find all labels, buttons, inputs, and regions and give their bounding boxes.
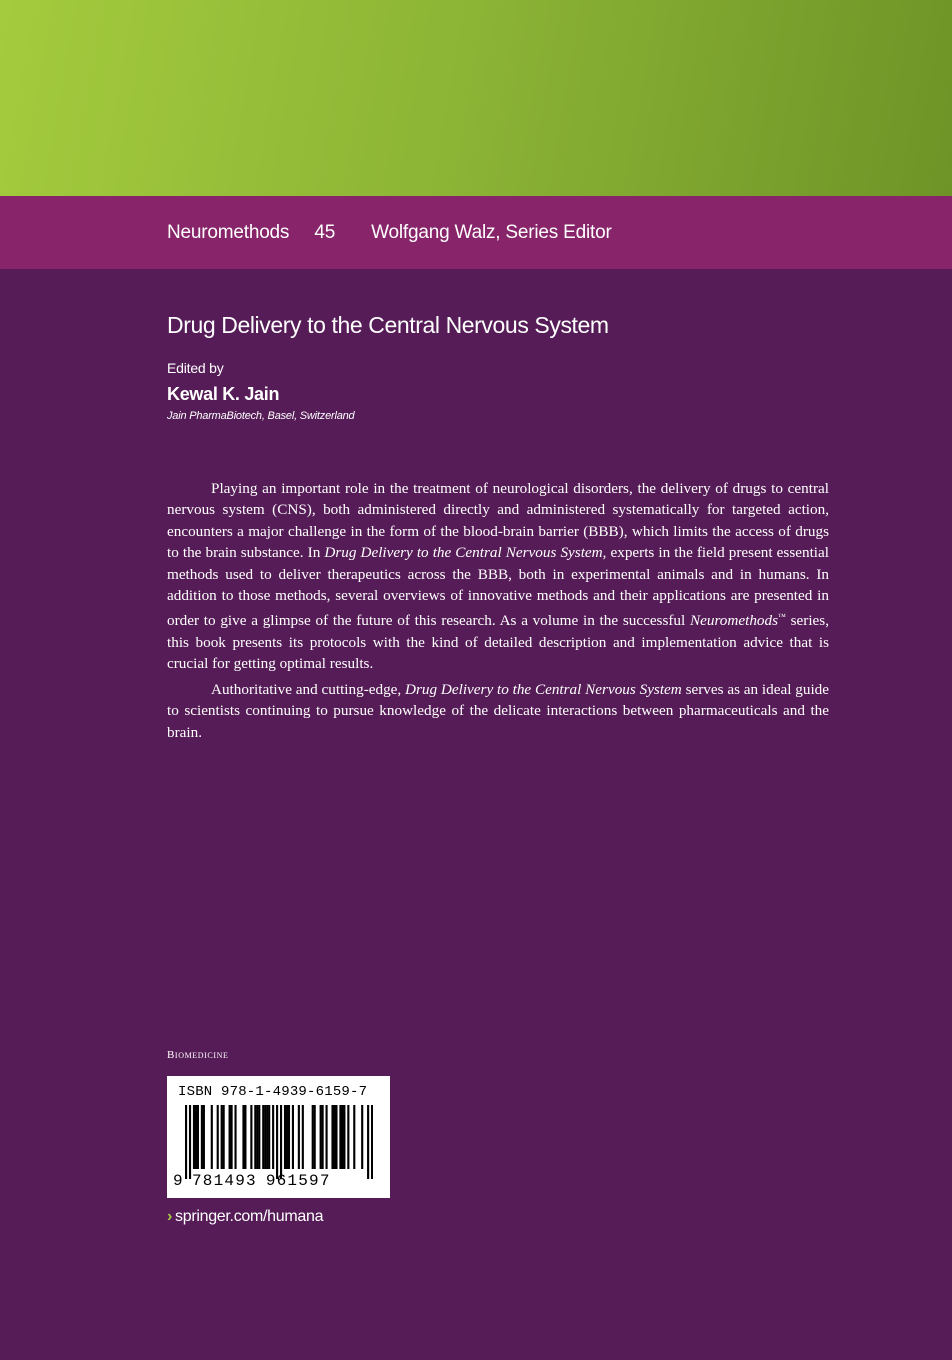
barcode-bar: [272, 1105, 274, 1169]
series-editor: Wolfgang Walz, Series Editor: [371, 222, 612, 243]
p2-text-a: Authoritative and cutting-edge,: [211, 680, 406, 698]
edited-by-label: Edited by: [167, 360, 224, 376]
book-title: Drug Delivery to the Central Nervous System: [167, 312, 609, 338]
barcode-bar: [197, 1105, 199, 1169]
trademark-mark: ™: [778, 612, 786, 622]
barcode-bar: [341, 1105, 343, 1169]
book-description: [167, 478, 829, 743]
barcode-bar: [242, 1105, 244, 1169]
barcode-bar: [262, 1105, 264, 1169]
barcode-bar: [211, 1105, 213, 1169]
barcode-bar: [314, 1105, 316, 1169]
barcode-bar: [367, 1105, 369, 1179]
barcode-bar: [223, 1105, 225, 1169]
barcode-bar: [335, 1105, 337, 1169]
barcode-bar: [371, 1105, 373, 1179]
barcode-bar: [347, 1105, 349, 1169]
barcode-bar: [343, 1105, 345, 1169]
ean-digit-group-2: 961597: [265, 1172, 331, 1190]
top-color-band: [0, 0, 952, 196]
barcode-bar: [264, 1105, 266, 1169]
barcode-bar: [189, 1105, 191, 1179]
p1-series-italic: Neuromethods: [690, 612, 779, 630]
barcode-bar: [331, 1105, 333, 1169]
barcode-bar: [201, 1105, 203, 1169]
p1-text-c: series, this book presents its protocols with the kind of detailed description and implementation advice that is crucial for getting optimal results.: [167, 612, 829, 673]
barcode-bar: [361, 1105, 363, 1169]
barcode-bar: [353, 1105, 355, 1169]
barcode-bar: [292, 1105, 294, 1169]
description-paragraph-1: [167, 478, 829, 675]
p1-text-b: , experts in the field present essential methods used to deliver therapeutics across the BBB, both in experimental animals and in humans. In addition to those methods, several overviews of innovative methods and their applications are presented in order to give a glimpse of the future of this research. As a volume in the successful: [167, 544, 829, 630]
barcode-bar: [333, 1105, 335, 1169]
barcode-bar: [288, 1105, 290, 1169]
barcode-bar: [326, 1105, 328, 1169]
barcode-bar: [217, 1105, 219, 1169]
barcode-bar: [195, 1105, 197, 1169]
barcode-bar: [298, 1105, 300, 1169]
barcode-bar: [286, 1105, 288, 1169]
barcode-bar: [320, 1105, 322, 1169]
series-volume: 45: [314, 222, 336, 243]
barcode-bar: [185, 1105, 187, 1179]
ean-digits: [173, 1172, 383, 1190]
barcode-bar: [284, 1105, 286, 1169]
barcode-bar: [229, 1105, 231, 1169]
barcode-bar: [312, 1105, 314, 1169]
series-name: Neuromethods: [167, 222, 290, 243]
p1-text-a: Playing an important role in the treatment of neurological disorders, the delivery of drugs to central nervous system (CNS), both administered directly and administered systematically for targeted action, encounters a major challenge in the form of the blood-brain barrier (BBB), which limits the access of drugs to the brain substance. In: [167, 480, 829, 562]
publisher-website[interactable]: [167, 1208, 323, 1226]
editor-affiliation: Jain PharmaBiotech, Basel, Switzerland: [167, 410, 355, 422]
p2-text-b: serves as an ideal guide to scientists continuing to pursue knowledge of the delicate interactions between pharmaceuticals and the brain.: [167, 680, 829, 741]
series-line: [167, 222, 612, 244]
chevron-right-icon: ›: [167, 1208, 173, 1225]
barcode-bar: [231, 1105, 233, 1169]
barcode-bar: [266, 1105, 268, 1169]
barcode-bar: [234, 1105, 236, 1169]
barcode-bar: [276, 1105, 278, 1179]
ean-digit-group-1: 781493: [192, 1172, 257, 1190]
barcode-bar: [254, 1105, 256, 1169]
barcode-bar: [250, 1105, 252, 1169]
barcode-bar: [244, 1105, 246, 1169]
barcode-bar: [302, 1105, 304, 1169]
barcode-bar: [339, 1105, 341, 1169]
barcode-bar: [193, 1105, 195, 1169]
description-paragraph-2: [167, 679, 829, 743]
barcode-bar: [280, 1105, 282, 1179]
editor-name: Kewal K. Jain: [167, 384, 280, 404]
barcode-bar: [268, 1105, 270, 1169]
website-url[interactable]: springer.com/humana: [175, 1208, 324, 1225]
p1-title-italic: Drug Delivery to the Central Nervous System: [324, 544, 603, 562]
barcode-bar: [322, 1105, 324, 1169]
subject-category: Biomedicine: [167, 1049, 229, 1061]
isbn-barcode: [167, 1076, 390, 1198]
isbn-label: ISBN 978-1-4939-6159-7: [178, 1084, 368, 1100]
p2-title-italic: Drug Delivery to the Central Nervous System: [405, 680, 682, 698]
barcode-bar: [258, 1105, 260, 1169]
barcode-bar: [221, 1105, 223, 1169]
ean-first-digit: 9: [173, 1172, 183, 1190]
barcode-bar: [203, 1105, 205, 1169]
barcode-bar: [256, 1105, 258, 1169]
